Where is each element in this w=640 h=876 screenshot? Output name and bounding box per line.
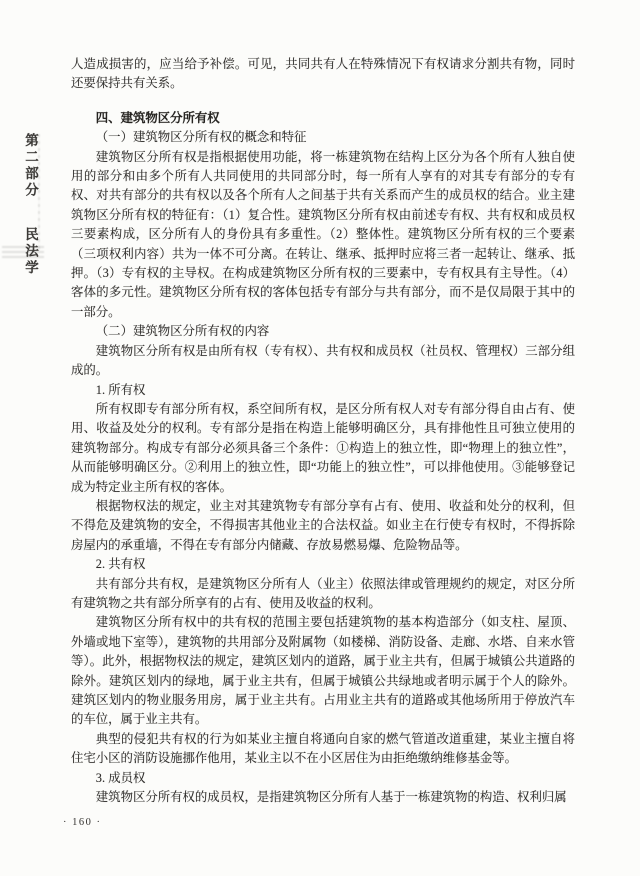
text-block-continuation: 人造成损害的，应当给予补偿。可见，共同共有人在特殊情况下有权请求分割共有物，同时还要保持共有关系。	[71, 57, 575, 91]
text-block-paragraph: 典型的侵犯共有权的行为如某业主擅自将通向自家的燃气管道改道重建，某业主擅自将住宅小区的消防设施挪作他用，某业主以不在小区居住为由拒绝缴纳维修基金等。	[71, 731, 575, 766]
sidebar-subject-label: 民法学	[23, 227, 38, 277]
text-block-paragraph: 所有权即专有部分所有权，系空间所有权，是区分所有权人对专有部分得自由占有、使用、收益及处分的权利。专有部分是指在构造上能够明确区分，具有排他性且可独立使用的建筑物部分。构成专有部分必须具备三个条件：①构造上的独立性，即“物理上的独立性”，从而能够明确区分。②利用上的独立性，即“功能上的独立性”，可以排他使用。③能够登记成为特定业主所有权的客体。	[71, 401, 575, 494]
text-block-paragraph: 建筑物区分所有权是指根据使用功能，将一栋建筑物在结构上区分为各个所有人独自使用的部分和由多个所有人共同使用的共同部分时，每一所有人享有的对其专有部分的专有权、对共有部分的共有权以及各个所有人之间基于共有关系而产生的成员权的结合。业主建筑物区分所有权的特征有：（1）复合性。建筑物区分所有权由前述专有权、共有权和成员权三要素构成，区分所有人的身份具有多重性。（2）整体性。建筑物区分所有权的三个要素（三项权利内容）共为一体不可分离。在转让、继承、抵押时应将三者一起转让、继承、抵押。（3）专有权的主导权。在构成建筑物区分所有权的三要素中，专有权具有主导性。（4）客体的多元性。建筑物区分所有权的客体包括专有部分与共有部分，而不是仅局限于其中的一部分。	[71, 149, 575, 319]
text-block-paragraph: 建筑物区分所有权是由所有权（专有权）、共有权和成员权（社员权、管理权）三部分组成的。	[71, 343, 575, 378]
text-block-heading: 四、建筑物区分所有权	[95, 110, 220, 125]
sidebar-part-number: 第二部分	[23, 133, 38, 199]
text-block-paragraph: 建筑物区分所有权中的共有权的范围主要包括建筑物的基本构造部分（如支柱、屋顶、外墙或地下室等），建筑物的共用部分及附属物（如楼梯、消防设备、走廊、水塔、自来水管等）。此外，根据物权法的规定，建筑区划内的道路，属于业主共有，但属于城镇公共道路的除外。建筑区划内的绿地，属于业主共有，但属于城镇公共绿地或者明示属于个人的除外。建筑区划内的物业服务用房，属于业主共有。占用业主共有的道路或其他场所用于停放汽车的车位，属于业主共有。	[71, 615, 575, 727]
text-block-list-heading: 1. 所有权	[95, 382, 146, 397]
text-block-paragraph: 根据物权法的规定，业主对其建筑物专有部分享有占有、使用、收益和处分的权利，但不得危及建筑物的安全，不得损害其他业主的合法权益。如业主在行使专有权时，不得拆除房屋内的承重墙，不得在专有部分内储藏、存放易燃易爆、危险物品等。	[71, 498, 575, 552]
text-block-paragraph: 建筑物区分所有权的成员权，是指建筑物区分所有人基于一栋建筑物的构造、权利归属	[95, 790, 567, 805]
text-block-list-heading: 3. 成员权	[95, 770, 146, 785]
text-block-paragraph: 共有部分共有权，是建筑物区分所有人（业主）依照法律或管理规约的规定，对区分所有建筑物之共有部分所享有的占有、使用及收益的权利。	[71, 576, 575, 610]
page-number: · 160 ·	[63, 817, 102, 828]
page-content	[71, 55, 575, 807]
text-block-subheading: （一）建筑物区分所有权的概念和特征	[95, 130, 307, 145]
text-block-list-heading: 2. 共有权	[95, 557, 146, 572]
text-block-subheading: （二）建筑物区分所有权的内容	[95, 324, 270, 339]
scan-bleed-line	[38, 134, 40, 252]
scan-bleed-smudge	[2, 246, 44, 259]
